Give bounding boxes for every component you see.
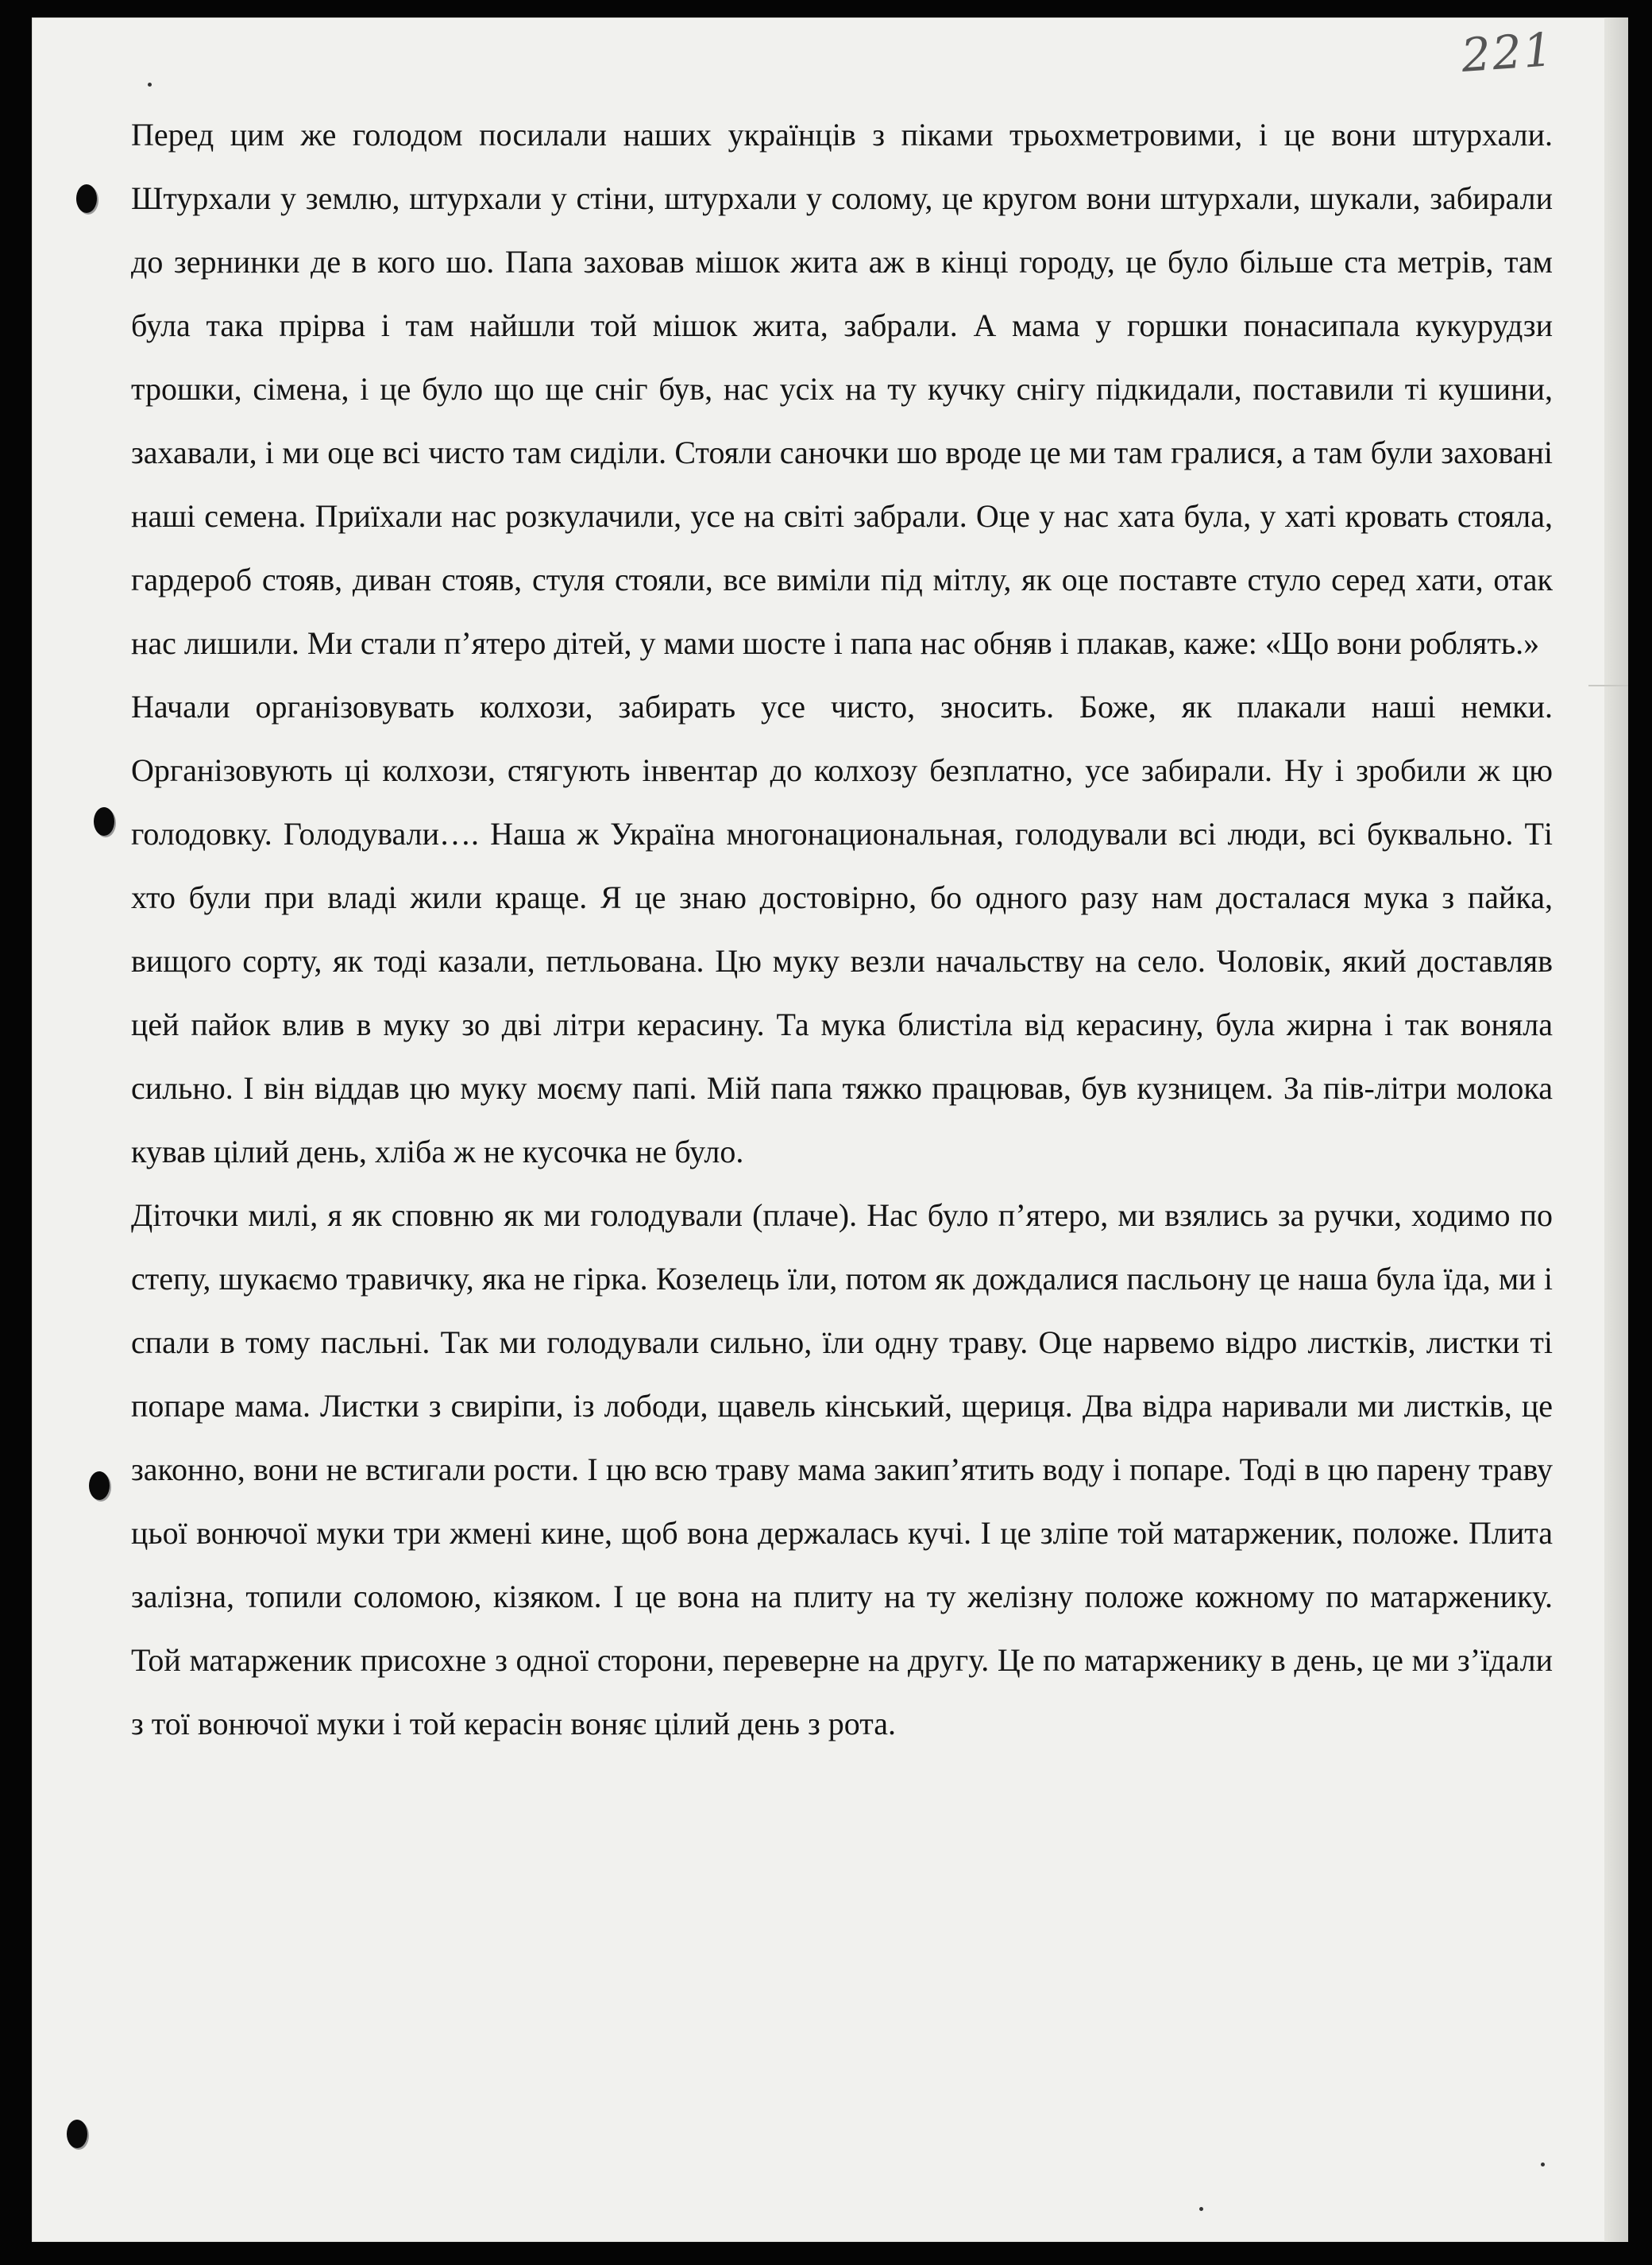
- page-number: 221: [1459, 22, 1556, 83]
- paragraph: Начали організовувать колхози, забирать усе чисто, зносить. Боже, як плакали наші немки. Організовують ці колхози, стягують інвентар до колхозу безплатно, усе забирали. Ну і зробили ж цю голодовку. Голодували…. Наша ж Україна многонациональная, голодували всі люди, всі буквально. Ті хто були при владі жили краще. Я це знаю достовірно, бо одного разу нам досталася мука з пайка, вищого сорту, як тоді казали, петльована. Цю муку везли начальству на село. Чоловік, який доставляв цей пайок влив в муку зо дві літри керасину. Та мука блистіла від керасину, була жирна і так воняла сильно. І він віддав цю муку моєму папі. Мій папа тяжко працював, був кузницем. За пів-літри молока кував цілий день, хліба ж не кусочка не було.: [131, 689, 1553, 1169]
- scan-speck: [1199, 2207, 1203, 2211]
- paragraph: Діточки милі, я як сповню як ми голодували (плаче). Нас було п’ятеро, ми взялись за ручки, ходимо по степу, шукаємо травичку, яка не гірка. Козелець їли, потом як дождалися пасльону це наша була їда, ми і спали в тому пасльні. Так ми голодували сильно, їли одну траву. Оце нарвемо відро листків, листки ті попаре мама. Листки з свиріпи, із лободи, щавель кінський, щериця. Два відра наривали ми листків, це законно, вони не встигали рости. І цю всю траву мама закип’ятить воду і попаре. Тоді в цю парену траву цьої вонючої муки три жмені кине, щоб вона держалась кучі. І це зліпе той матарженик, положе. Плита залізна, топили соломою, кізяком. І це вона на плиту на ту желізну положе кожному по матарженику. Той матарженик присохне з одної сторони, переверне на другу. Це по матарженику в день, це ми з’їдали з тої вонючої муки і той керасін воняє цілий день з рота.: [131, 1197, 1553, 1741]
- paper-edge: [1604, 17, 1628, 2242]
- punch-hole-icon: [76, 184, 97, 213]
- paper-crease: [1588, 685, 1628, 686]
- scan-speck: [1541, 2163, 1545, 2166]
- punch-hole-icon: [94, 807, 114, 836]
- punch-hole-icon: [89, 1471, 110, 1500]
- document-body: [131, 103, 1553, 1756]
- punch-hole-icon: [67, 2120, 87, 2148]
- scan-speck: [148, 83, 152, 87]
- paragraph: Перед цим же голодом посилали наших українців з піками трьохметровими, і це вони штурхали. Штурхали у землю, штурхали у стіни, штурхали у солому, це кругом вони штурхали, шукали, забирали до зернинки де в кого шо. Папа заховав мішок жита аж в кінці городу, це було більше ста метрів, там була така прірва і там найшли той мішок жита, забрали. А мама у горшки понасипала кукурудзи трошки, сімена, і це було що ще сніг був, нас усіх на ту кучку снігу підкидали, поставили ті кушини, захавали, і ми оце всі чисто там сиділи. Стояли саночки шо вроде це ми там гралися, а там були заховані наші семена. Приїхали нас розкулачили, усе на світі забрали. Оце у нас хата була, у хаті кровать стояла, гардероб стояв, диван стояв, стуля стояли, все виміли під мітлу, як оце поставте стуло серед хати, отак нас лишили. Ми стали п’ятеро дітей, у мами шосте і папа нас обняв і плакав, каже: «Що вони роблять.»: [131, 117, 1553, 661]
